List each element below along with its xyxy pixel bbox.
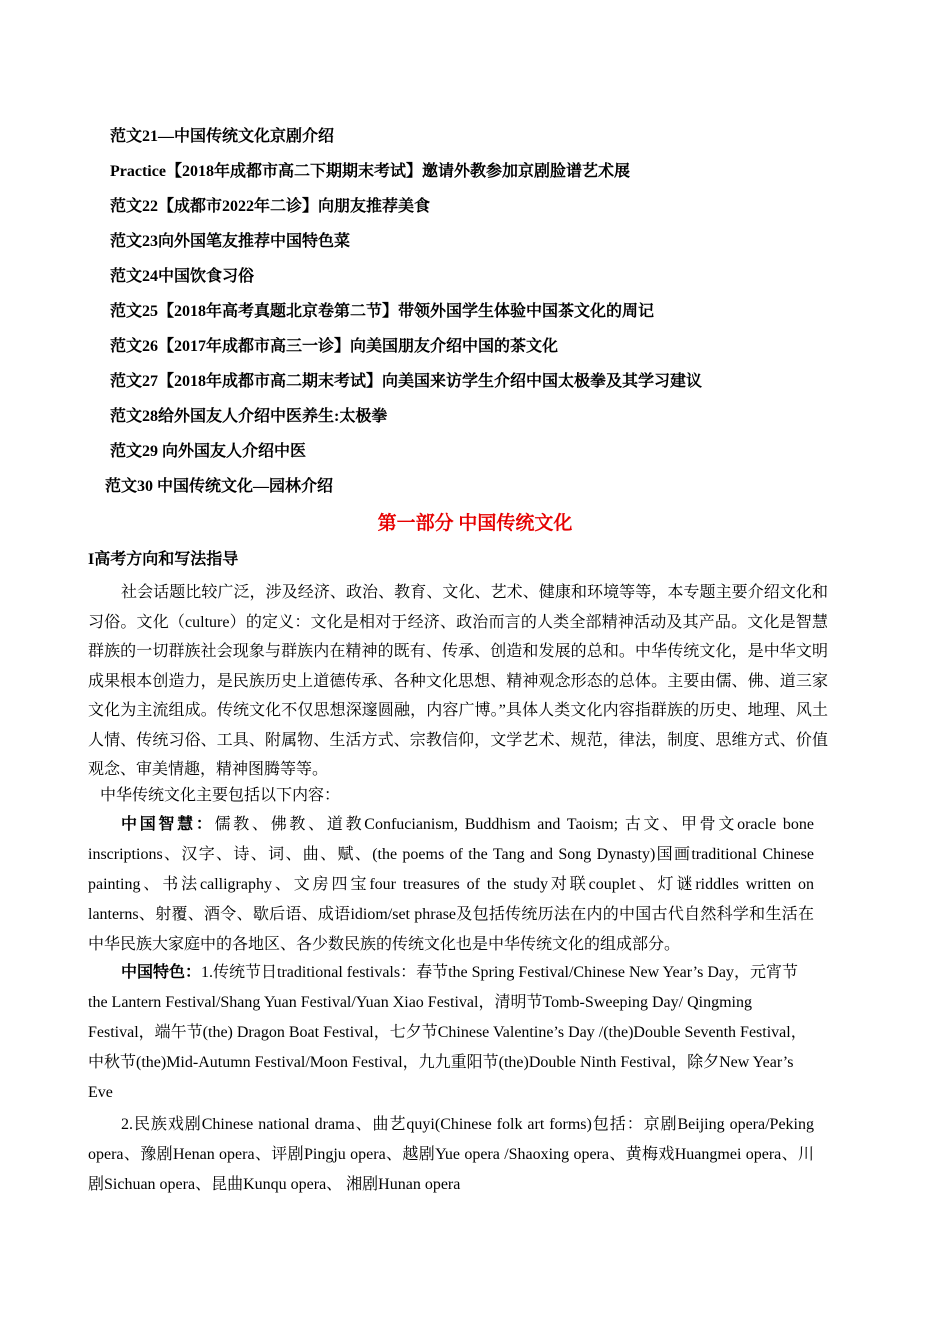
features-paragraph (88, 958, 814, 1108)
toc-item: 范文30 中国传统文化—园林介绍 (105, 478, 334, 495)
toc-item: 范文27【2018年成都市高二期末考试】向美国来访学生介绍中国太极拳及其学习建议 (110, 373, 703, 390)
wisdom-label: 中国智慧： (121, 816, 215, 833)
features-text: 1.传统节日traditional festivals：春节the Spring Festival/Chinese New Year’s Day，元宵节the Lantern Festival/Shang Yuan Festival/Yuan Xiao Festival，清明节Tomb-Sweeping Day/ Qingming Festival，端午节(the) Dragon Boat Festival，七夕节Chinese Valentine’s Day /(the)Double Seventh Festival，中秋节(the)Mid-Autumn Festival/Moon Festival，九九重阳节(the)Double Ninth Festival，除夕New Year’s Eve (88, 964, 807, 1101)
toc-item: 范文21—中国传统文化京剧介绍 (110, 128, 335, 145)
toc-item: 范文23向外国笔友推荐中国特色菜 (110, 233, 351, 250)
includes-line: 中华传统文化主要包括以下内容： (100, 787, 341, 804)
section-heading: I高考方向和写法指导 (88, 551, 239, 568)
toc-item: 范文28给外国友人介绍中医养生:太极拳 (110, 408, 388, 425)
drama-paragraph: 2.民族戏剧Chinese national drama、曲艺quyi(Chinese folk art forms)包括：京剧Beijing opera/Peking opera、豫剧Henan opera、评剧Pingju opera、越剧Yue opera /Shaoxing opera、黄梅戏Huangmei opera、川剧Sichuan opera、昆曲Kunqu opera、 湘剧Hunan opera (88, 1116, 814, 1193)
intro-paragraph: 社会话题比较广泛，涉及经济、政治、教育、文化、艺术、健康和环境等等，本专题主要介绍文化和习俗。文化（culture）的定义：文化是相对于经济、政治而言的人类全部精神活动及其产品。文化是智慧群族的一切群族社会现象与群族内在精神的既有、传承、创造和发展的总和。中华传统文化，是中华文明成果根本创造力，是民族历史上道德传承、各种文化思想、精神观念形态的总体。主要由儒、佛、道三家文化为主流组成。传统文化不仅思想深邃圆融，内容广博。”具体人类文化内容指群族的历史、地理、风土人情、传统习俗、工具、附属物、生活方式、宗教信仰，文学艺术、规范，律法，制度、思维方式、价值观念、审美情趣，精神图腾等等。 (88, 584, 828, 778)
wisdom-text: 儒教、佛教、道教Confucianism, Buddhism and Taoism; 古文、甲骨文oracle bone inscriptions、汉字、诗、词、曲、赋、(the poems of the Tang and Song Dynasty)国画traditional Chinese painting、书法calligraphy、文房四宝four treasures of the study对联couplet、灯谜riddles written on lanterns、射覆、酒令、歇后语、成语idiom/set phrase及包括传统历法在内的中国古代自然科学和生活在中华民族大家庭中的各地区、各少数民族的传统文化也是中华传统文化的组成部分。 (88, 816, 814, 953)
wisdom-paragraph (88, 810, 814, 960)
toc-item: Practice【2018年成都市高二下期期末考试】邀请外教参加京剧脸谱艺术展 (110, 163, 630, 180)
features-label: 中国特色： (121, 964, 202, 981)
table-of-contents (105, 124, 870, 509)
toc-item: 范文29 向外国友人介绍中医 (110, 443, 307, 460)
toc-item: 范文22【成都市2022年二诊】向朋友推荐美食 (110, 198, 431, 215)
part-title: 第一部分 中国传统文化 (377, 513, 573, 534)
toc-item: 范文25【2018年高考真题北京卷第二节】带领外国学生体验中国茶文化的周记 (110, 303, 655, 320)
toc-item: 范文24中国饮食习俗 (110, 268, 255, 285)
toc-item: 范文26【2017年成都市高三一诊】向美国朋友介绍中国的茶文化 (110, 338, 559, 355)
